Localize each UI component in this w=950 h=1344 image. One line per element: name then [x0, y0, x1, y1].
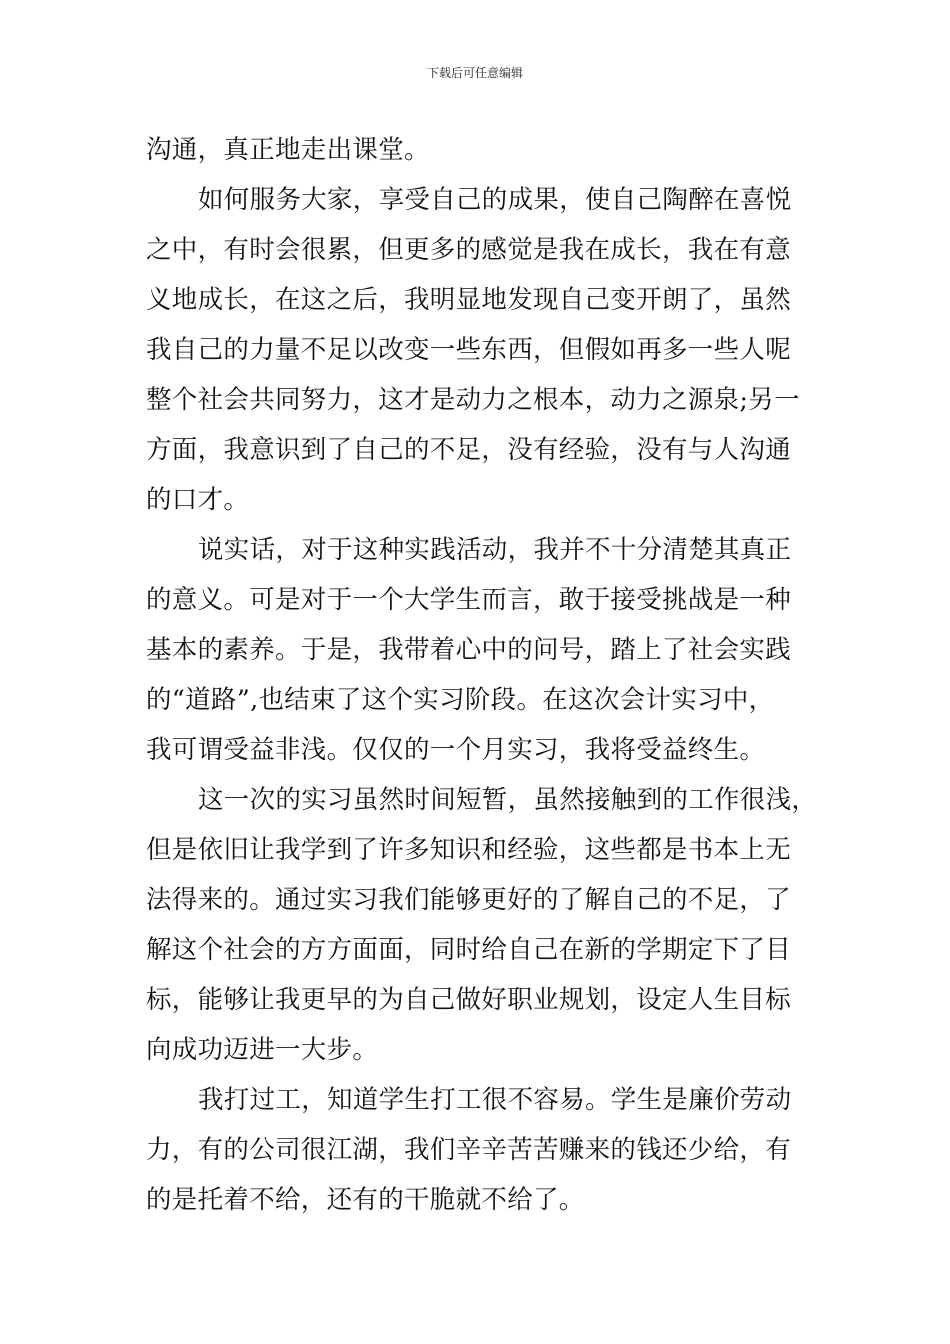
text-line: 方面，我意识到了自己的不足，没有经验，没有与人沟通 — [146, 435, 792, 465]
text-line: 我可谓受益非浅。仅仅的一个月实习，我将受益终生。 — [146, 735, 766, 765]
paragraph-start-line: 说实话，对于这种实践活动，我并不十分清楚其真正 — [198, 535, 792, 565]
text-line: 法得来的。通过实习我们能够更好的了解自己的不足，了 — [146, 885, 792, 915]
text-line: 义地成长，在这之后，我明显地发现自己变开朗了，虽然 — [146, 285, 792, 315]
text-line: 我自己的力量不足以改变一些东西，但假如再多一些人呢 — [146, 335, 792, 365]
text-line: 但是依旧让我学到了许多知识和经验，这些都是书本上无 — [146, 835, 792, 865]
text-line: 之中，有时会很累，但更多的感觉是我在成长，我在有意 — [146, 235, 792, 265]
text-line: 的“道路”,也结束了这个实习阶段。在这次会计实习中， — [146, 685, 775, 715]
text-line: 整个社会共同努力，这才是动力之根本，动力之源泉;另一 — [146, 385, 800, 415]
text-line: 的是托着不给，还有的干脆就不给了。 — [146, 1185, 585, 1215]
text-line: 的意义。可是对于一个大学生而言，敢于接受挑战是一种 — [146, 585, 792, 615]
paragraph-start-line: 如何服务大家，享受自己的成果，使自己陶醉在喜悦 — [198, 185, 792, 215]
text-line: 沟通，真正地走出课堂。 — [146, 135, 430, 165]
text-line: 基本的素养。于是，我带着心中的问号，踏上了社会实践 — [146, 635, 792, 665]
text-line: 力，有的公司很江湖，我们辛辛苦苦赚来的钱还少给，有 — [146, 1135, 792, 1165]
text-line: 解这个社会的方方面面，同时给自己在新的学期定下了目 — [146, 935, 792, 965]
paragraph-start-line: 我打过工，知道学生打工很不容易。学生是廉价劳动 — [198, 1085, 792, 1115]
page-header-note: 下载后可任意编辑 — [426, 66, 523, 80]
text-line: 标，能够让我更早的为自己做好职业规划，设定人生目标 — [146, 985, 792, 1015]
paragraph-start-line: 这一次的实习虽然时间短暂，虽然接触到的工作很浅， — [198, 785, 818, 815]
document-body — [146, 128, 818, 1228]
text-line: 的口才。 — [146, 485, 250, 515]
text-line: 向成功迈进一大步。 — [146, 1035, 379, 1065]
